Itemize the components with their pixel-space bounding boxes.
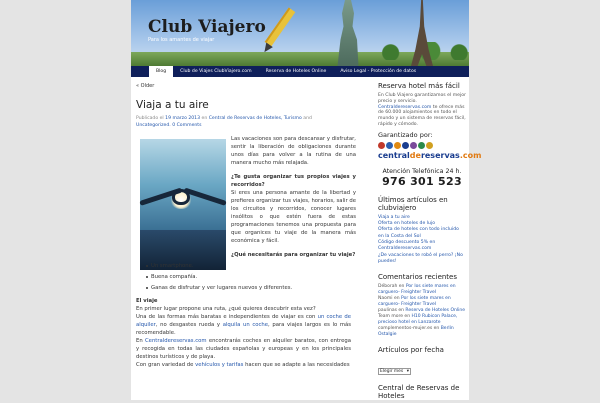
comment-post-link[interactable]: Reserva de Hoteles Online (405, 308, 465, 314)
latest-article-link[interactable]: Código descuento 5% en Centraldereservas.com (378, 239, 436, 252)
centraldereservas-sidebar-link[interactable]: Centraldereservas.com (378, 104, 432, 110)
meta-published-label: Publicado el (136, 116, 164, 121)
post-rest (136, 297, 351, 369)
latest-articles-widget (378, 196, 466, 265)
comment-author: complementos-mujer.es (378, 326, 433, 332)
partner-logo-icon (418, 142, 425, 149)
widget-title-archive: Artículos por fecha (378, 346, 444, 355)
site-description: Para los amantes de viajar (148, 37, 215, 43)
text-fragment: encontrarás coches en alquiler baratos, con entrega y recogida en todas las ciudades españolas y europeas y en los principales destinos turísticos y de playa. (136, 338, 351, 360)
widget-title-hotel: Reserva hotel más fácil (378, 82, 460, 90)
post-meta (136, 115, 341, 129)
post-paragraph: Las vacaciones son para descansar y disfrutar, sentir la liberación de obligaciones durante unos días para volver a la rutina de una manera mucho más relajada. (231, 136, 356, 166)
meta-uncategorized-link[interactable]: Uncategorized (136, 123, 170, 128)
latest-article-link[interactable]: Oferta de hoteles con todo incluido en la Costa del Sol (378, 227, 459, 239)
text-fragment: En Club Viajero garantizamos el mejor precio y servicio. (378, 93, 466, 104)
meta-date-link[interactable]: 19 marzo 2013 (165, 116, 201, 121)
sidebar (378, 82, 482, 403)
nav-item-reserva-hoteles[interactable]: Reserva de Hoteles Online (265, 69, 327, 74)
partner-logos (378, 142, 466, 149)
text-fragment: hacen que se adapte a las necesidades (245, 362, 350, 368)
meta-in-label: en (201, 116, 208, 121)
section-heading-viaje: El viaje (136, 298, 158, 304)
text-fragment: Una de las formas más baratas e independientes de viajar es con (136, 314, 316, 320)
comment-author: Team more (378, 314, 403, 320)
pencil-illustration (265, 8, 296, 47)
post-image (140, 139, 226, 270)
post-float-text (231, 135, 356, 259)
comment-on: en (393, 296, 400, 302)
car-rental-link[interactable]: un coche de alquiler (136, 314, 351, 328)
site-header (131, 0, 469, 66)
partner-logo-icon (378, 142, 385, 149)
latest-article-link[interactable]: ¿De vacaciones te robó el perro? ¡No puedes! (378, 252, 463, 264)
comment-post-link[interactable]: Berlín Ostalgie (378, 326, 454, 338)
phone-label: Atención Telefónica 24 h. (382, 167, 462, 175)
post-body (136, 135, 356, 369)
centraldereservas-link[interactable]: Centraldereservas.com (144, 338, 207, 344)
text-fragment: , para viajes largos es lo más recomendable. (136, 322, 352, 336)
latest-articles-list (378, 215, 466, 265)
recent-comment (378, 296, 466, 308)
partner-logo-icon (402, 142, 409, 149)
post-image-heart-hands (172, 189, 190, 205)
text-fragment: te ofrece más de 60.000 alojamientos en todo el mundo y un sistema de reservas fácil, rápido y cómodo. (378, 104, 466, 127)
older-posts-link[interactable]: « Older (136, 83, 155, 89)
list-item: Un smartphone. (146, 262, 356, 270)
text-fragment: En (136, 338, 143, 344)
latest-article-link[interactable]: Oferta en hoteles de lujo (378, 221, 436, 227)
brand-part: central (378, 150, 410, 160)
post-title[interactable]: Viaja a tu aire (136, 99, 209, 111)
comment-post-link[interactable]: Por los siete mares en carguero- Freighter Travel (378, 296, 451, 308)
recent-comment (378, 314, 466, 326)
comment-author: Naomi (378, 296, 393, 302)
comment-author: Déborah (378, 284, 398, 290)
nav-item-aviso-legal[interactable]: Aviso Legal - Protección de datos (340, 69, 417, 74)
post-question: ¿Te gusta organizar tus propios viajes y recorridos? (231, 174, 356, 188)
partner-logo-icon (386, 142, 393, 149)
main-navigation (131, 66, 469, 77)
recent-comment (378, 284, 466, 296)
widget-title-comments: Comentarios recientes (378, 273, 458, 282)
list-item: Buena compañía. (146, 273, 356, 281)
main-content (136, 82, 356, 369)
meta-categories-link[interactable]: Central de Reservas de Hoteles, Turismo (208, 116, 302, 121)
archive-month-select[interactable]: Elegir mes ▾ (378, 368, 411, 375)
post-paragraph-car (136, 313, 351, 337)
partner-logo-icon (410, 142, 417, 149)
guarantee-label: Garantizado por: (378, 130, 433, 139)
widget-title-latest: Últimos artículos en clubviajero (378, 195, 448, 212)
phone-number: 976 301 523 (382, 174, 462, 188)
comment-on: en (404, 314, 411, 320)
comment-on: en (398, 308, 404, 314)
post-paragraph: En primer lugar propone una ruta, ¿qué quieres descubrir esta vez? (136, 306, 316, 312)
centraldereservas-logo[interactable] (378, 150, 482, 160)
post-paragraph-central (136, 337, 351, 361)
latest-article-link[interactable]: Viaja a tu aire (378, 214, 410, 220)
text-fragment: Con gran variedad de (136, 362, 194, 368)
comment-author: paulinas (378, 308, 397, 314)
rent-car-link[interactable]: alquila un coche (222, 322, 269, 328)
comment-on: en (398, 284, 405, 290)
text-fragment: , no desgastes rueda y (155, 322, 221, 328)
central-reservas-widget (378, 384, 466, 400)
recent-comment (378, 326, 466, 338)
partner-logo-icon (394, 142, 401, 149)
archives-widget (378, 346, 466, 376)
list-item: Ganas de disfrutar y ver lugares nuevos y diferentes. (146, 284, 356, 292)
page-wrapper (131, 0, 482, 401)
site-title[interactable]: Club Viajero (148, 17, 266, 37)
partner-logo-icon (426, 142, 433, 149)
brand-part: .com (459, 150, 482, 160)
post-bullet-list (136, 262, 356, 292)
comment-on: en (433, 326, 440, 332)
post-question: ¿Qué necesitarás para organizar tu viaje? (231, 252, 356, 258)
widget-title-central: Central de Reservas de Hoteles (378, 384, 460, 401)
nav-item-blog[interactable]: Blog (149, 66, 173, 77)
meta-comments-link[interactable]: . 0 Comments (169, 123, 202, 128)
post-paragraph-vehicles (136, 361, 351, 369)
widget-hotel-text (378, 93, 466, 128)
meta-and-label: and (303, 116, 312, 121)
nav-item-club-de-viajes[interactable]: Club de Viajes ClubViajero.com (180, 69, 252, 74)
vehicles-rates-link[interactable]: vehículos y tarifas (195, 362, 244, 368)
comment-post-link[interactable]: H10 Rubicon Palace, precioso hotel en Lanzarote (378, 314, 458, 326)
brand-part: de (409, 150, 421, 160)
comment-post-link[interactable]: Por los siete mares en carguero- Freighter Travel (378, 284, 456, 296)
recent-comments-widget (378, 273, 466, 338)
post-paragraph: Si eres una persona amante de la libertad y prefieres organizar tus viajes, horarios, salir de los circuitos y recorridos, conocer lugares insólitos o que estén fuera de estas programaciones tenemos una propuesta para que organices tu viaje de la manera más económica y fácil. (231, 190, 356, 244)
brand-part: reservas (420, 150, 460, 160)
